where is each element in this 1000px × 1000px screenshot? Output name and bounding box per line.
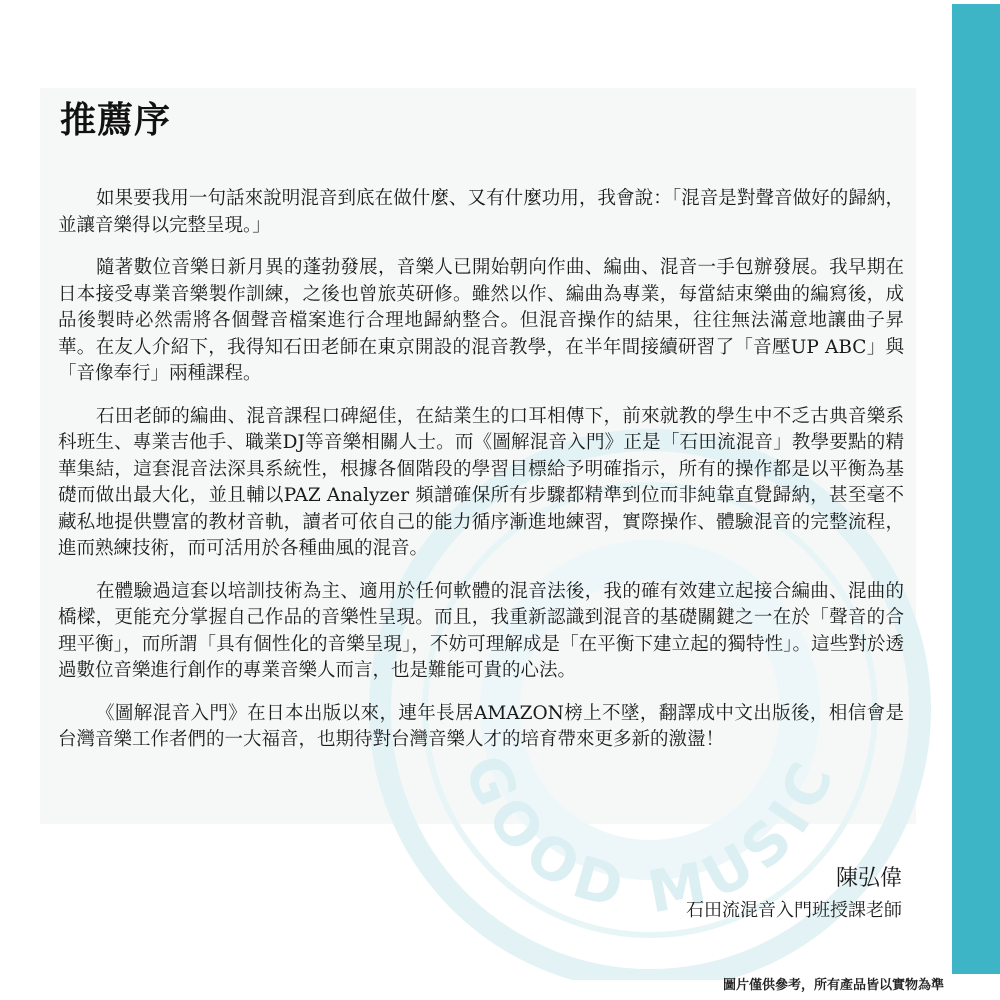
author-name: 陳弘偉 xyxy=(835,866,902,891)
paragraph: 在體驗過這套以培訓技術為主、適用於任何軟體的混音法後，我的確有效建立起接合編曲、混曲的橋樑，更能充分掌握自己作品的音樂性呈現。而且，我重新認識到混音的基礎關鍵之一在於「聲音的合理平衡」，而所謂「具有個性化的音樂呈現」，不妨可理解成是「在平衡下建立起的獨特性」。這些對於透過數位音樂進行創作的專業音樂人而言，也是難能可貴的心法。 xyxy=(58,580,904,681)
side-accent-band xyxy=(952,4,1000,974)
preface-body xyxy=(58,186,904,770)
paragraph: 隨著數位音樂日新月異的蓬勃發展，音樂人已開始朝向作曲、編曲、混音一手包辦發展。我早期在日本接受專業音樂製作訓練，之後也曾旅英研修。雖然以作、編曲為專業，每當結束樂曲的編寫後，成品後製時必然需將各個聲音檔案進行合理地歸納整合。但混音操作的結果，往往無法滿意地讓曲子昇華。在友人介紹下，我得知石田老師在東京開設的混音教學，在半年間接續研習了「音壓UP ABC」與「音像奉行」兩種課程。 xyxy=(58,257,904,384)
image-disclaimer: 圖片僅供參考，所有產品皆以實物為準 xyxy=(722,978,944,993)
paragraph: 石田老師的編曲、混音課程口碑絕佳，在結業生的口耳相傳下，前來就教的學生中不乏古典音樂系科班生、專業吉他手、職業DJ等音樂相關人士。而《圖解混音入門》正是「石田流混音」教學要點的精華集結，這套混音法深具系統性，根據各個階段的學習目標給予明確指示，所有的操作都是以平衡為基礎而做出最大化，並且輔以PAZ Analyzer 頻譜確保所有步驟都精準到位而非純靠直覺歸納，甚至毫不藏私地提供豐富的教材音軌，讀者可依自己的能力循序漸進地練習，實際操作、體驗混音的完整流程，進而熟練技術，而可活用於各種曲風的混音。 xyxy=(58,405,904,559)
signature-block xyxy=(686,862,902,926)
watermark-text: GOOD MUSIC xyxy=(450,745,850,927)
author-title: 石田流混音入門班授課老師 xyxy=(686,900,902,921)
paragraph: 如果要我用一句話來說明混音到底在做什麼、又有什麼功用，我會說：「混音是對聲音做好的歸納，並讓音樂得以完整呈現。」 xyxy=(58,188,904,236)
paragraph: 《圖解混音入門》在日本出版以來，連年長居AMAZON榜上不墜，翻譯成中文出版後，相信會是台灣音樂工作者們的一大福音，也期待對台灣音樂人才的培育帶來更多新的激盪！ xyxy=(58,702,904,750)
page-title: 推薦序 xyxy=(60,100,172,141)
